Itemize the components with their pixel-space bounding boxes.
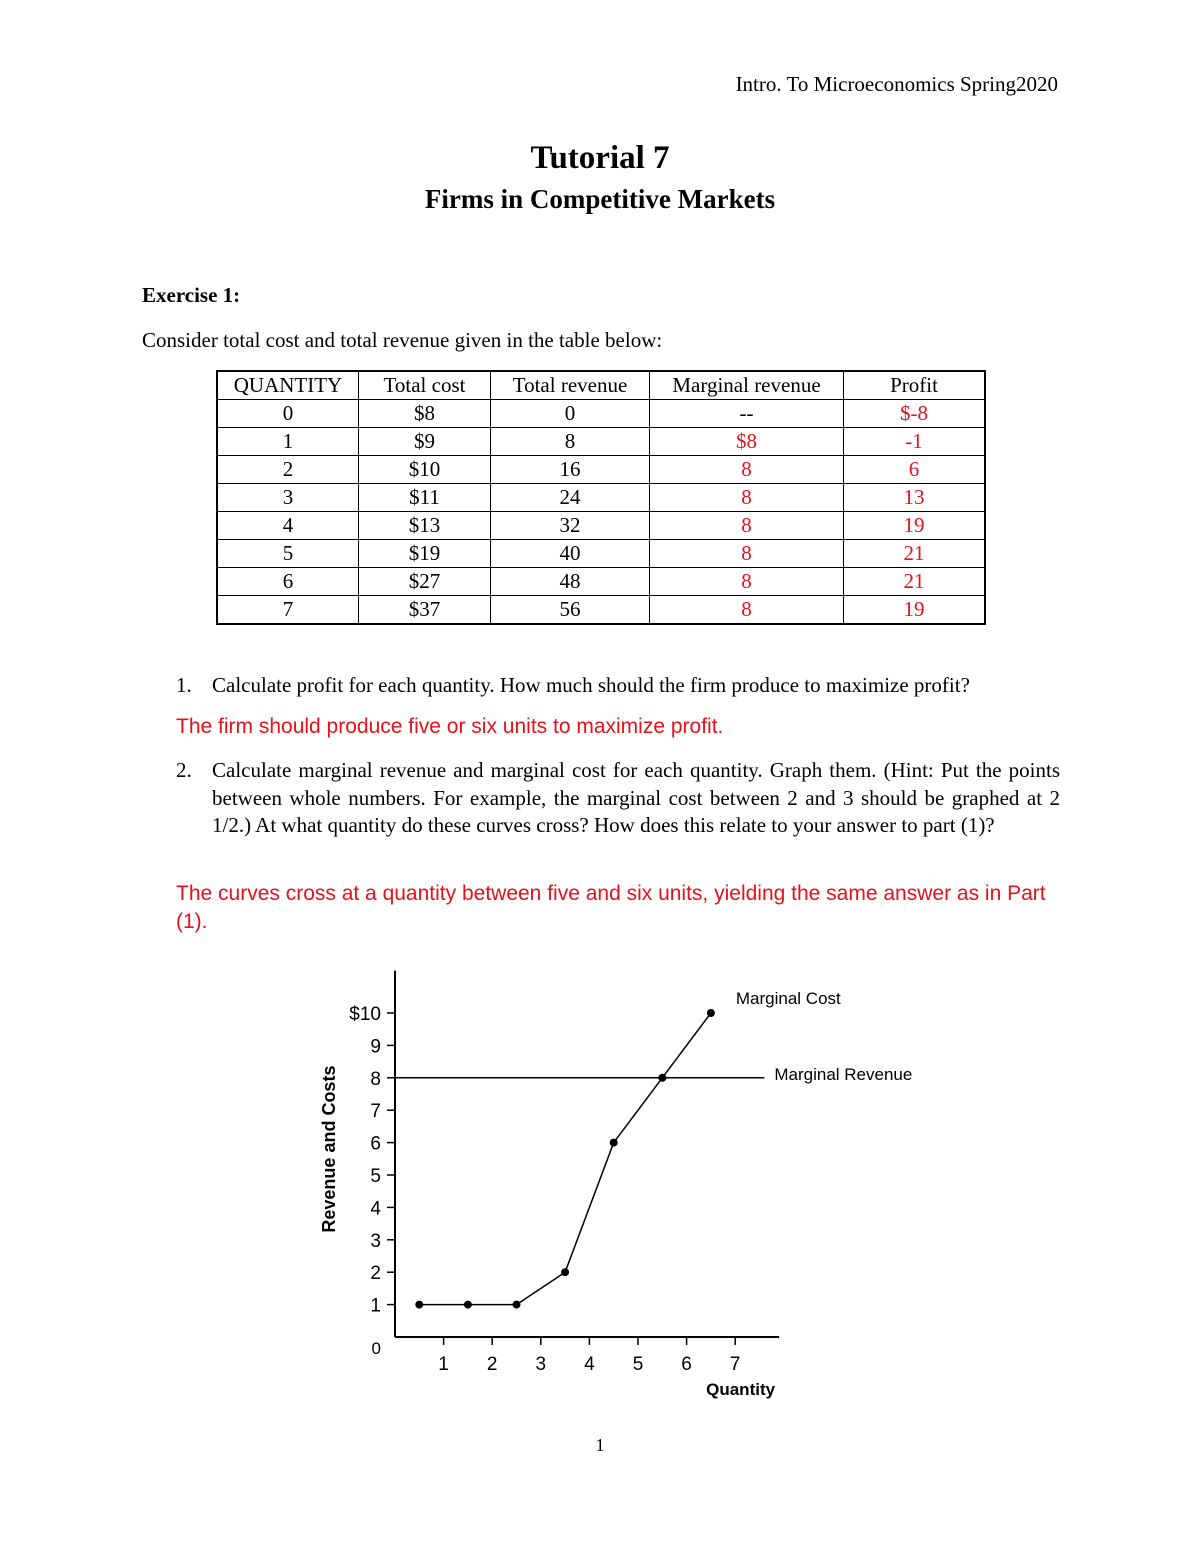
table-cell: 8	[650, 596, 844, 625]
table-row	[217, 540, 985, 568]
table-cell: 48	[491, 568, 650, 596]
table-cell: 19	[844, 596, 986, 625]
y-tick-label: 2	[370, 1263, 381, 1285]
table-cell: 21	[844, 540, 986, 568]
column-header-quantity: QUANTITY	[217, 371, 359, 400]
table-cell: 6	[844, 456, 986, 484]
table-cell: $27	[359, 568, 491, 596]
table-cell: 16	[491, 456, 650, 484]
table-cell: $13	[359, 512, 491, 540]
table-cell: 8	[650, 568, 844, 596]
x-axis-label: Quantity	[706, 1380, 776, 1399]
table-row	[217, 400, 985, 428]
marginal-cost-point	[513, 1301, 521, 1309]
origin-label: 0	[371, 1339, 381, 1358]
marginal-cost-point	[415, 1301, 423, 1309]
table-cell: 13	[844, 484, 986, 512]
y-tick-label: 3	[370, 1230, 381, 1252]
table-row	[217, 512, 985, 540]
marginal-cost-point	[464, 1301, 472, 1309]
table-row	[217, 596, 985, 625]
x-tick-label: 4	[584, 1354, 595, 1375]
table-row	[217, 484, 985, 512]
marginal-cost-point	[561, 1268, 569, 1276]
table-cell: 8	[650, 540, 844, 568]
table-row	[217, 428, 985, 456]
table-cell: 7	[217, 596, 359, 625]
exercise-intro: Consider total cost and total revenue given in the table below:	[142, 328, 663, 352]
table-cell: $19	[359, 540, 491, 568]
table-cell: $-8	[844, 400, 986, 428]
x-tick-label: 3	[535, 1354, 547, 1375]
question-1	[176, 672, 1060, 700]
table-cell: $37	[359, 596, 491, 625]
table-cell: 3	[217, 484, 359, 512]
table-row	[217, 568, 985, 596]
table-cell: 8	[650, 484, 844, 512]
y-axis-label: Revenue and Costs	[319, 1065, 339, 1233]
marginal-revenue-label: Marginal Revenue	[774, 1064, 913, 1084]
table-cell: 5	[217, 540, 359, 568]
question-2	[176, 757, 1060, 840]
table-cell: 8	[491, 428, 650, 456]
page-number: 1	[595, 1435, 605, 1455]
table-cell: 19	[844, 512, 986, 540]
table-cell: --	[650, 400, 844, 428]
y-tick-label: 4	[370, 1198, 381, 1220]
table-cell: $11	[359, 484, 491, 512]
table-cell: 4	[217, 512, 359, 540]
table-cell: $9	[359, 428, 491, 456]
x-tick-label: 7	[729, 1354, 741, 1375]
y-tick-label: 8	[370, 1068, 381, 1090]
table-cell: 40	[491, 540, 650, 568]
x-tick-label: 2	[486, 1354, 498, 1375]
table-header-row	[217, 371, 985, 400]
answer-1: The firm should produce five or six units to maximize profit.	[176, 715, 724, 738]
table-cell: 6	[217, 568, 359, 596]
table-cell: 8	[650, 512, 844, 540]
table-cell: $10	[359, 456, 491, 484]
x-tick-label: 5	[632, 1354, 644, 1375]
table-cell: 0	[217, 400, 359, 428]
table-row	[217, 456, 985, 484]
course-header: Intro. To Microeconomics Spring2020	[735, 72, 1058, 96]
question-text: Calculate profit for each quantity. How much should the firm produce to maximize profit?	[212, 673, 970, 697]
table-cell: $8	[359, 400, 491, 428]
y-tick-label: 5	[370, 1166, 381, 1187]
column-header-marginal-revenue: Marginal revenue	[650, 371, 844, 400]
table-body	[217, 400, 985, 625]
table-cell: 32	[491, 512, 650, 540]
table-cell: 0	[491, 400, 650, 428]
y-tick-label: 9	[370, 1036, 381, 1058]
x-tick-label: 6	[681, 1354, 692, 1375]
x-tick-label: 1	[438, 1354, 449, 1375]
table-cell: 56	[491, 596, 650, 625]
column-header-total-cost: Total cost	[359, 371, 491, 400]
answer-2: The curves cross at a quantity between five and six units, yielding the same answer as in Part (1).	[176, 882, 1046, 933]
table-cell: 2	[217, 456, 359, 484]
page-title: Tutorial 7	[530, 140, 670, 176]
marginal-cost-line	[419, 1013, 711, 1305]
table-cell: -1	[844, 428, 986, 456]
table-cell: 8	[650, 456, 844, 484]
table-cell: 1	[217, 428, 359, 456]
page-subtitle: Firms in Competitive Markets	[424, 184, 776, 214]
table-cell: 21	[844, 568, 986, 596]
question-number: 1.	[176, 673, 192, 697]
y-tick-label: 1	[370, 1295, 381, 1317]
marginal-cost-revenue-chart	[300, 950, 950, 1410]
exercise-heading: Exercise 1:	[142, 283, 241, 307]
table-cell: 24	[491, 484, 650, 512]
y-tick-label: 6	[370, 1133, 381, 1155]
table-cell: $8	[650, 428, 844, 456]
column-header-total-revenue: Total revenue	[491, 371, 650, 400]
marginal-cost-label: Marginal Cost	[735, 989, 841, 1008]
marginal-cost-point	[610, 1139, 618, 1147]
marginal-cost-point	[658, 1074, 666, 1082]
y-tick-label: $10	[349, 1004, 381, 1025]
marginal-cost-point	[707, 1009, 715, 1017]
question-number: 2.	[176, 758, 192, 782]
cost-revenue-table	[216, 370, 986, 625]
y-tick-label: 7	[370, 1101, 381, 1123]
question-text: Calculate marginal revenue and marginal cost for each quantity. Graph them. (Hint: Put the points between whole numbers. For example, the marginal cost between 2 and 3 should be graphed at 2 1/2.) At what quantity do these curves cross? How does this relate to your answer to part (1)?	[212, 758, 1060, 837]
column-header-profit: Profit	[844, 371, 986, 400]
